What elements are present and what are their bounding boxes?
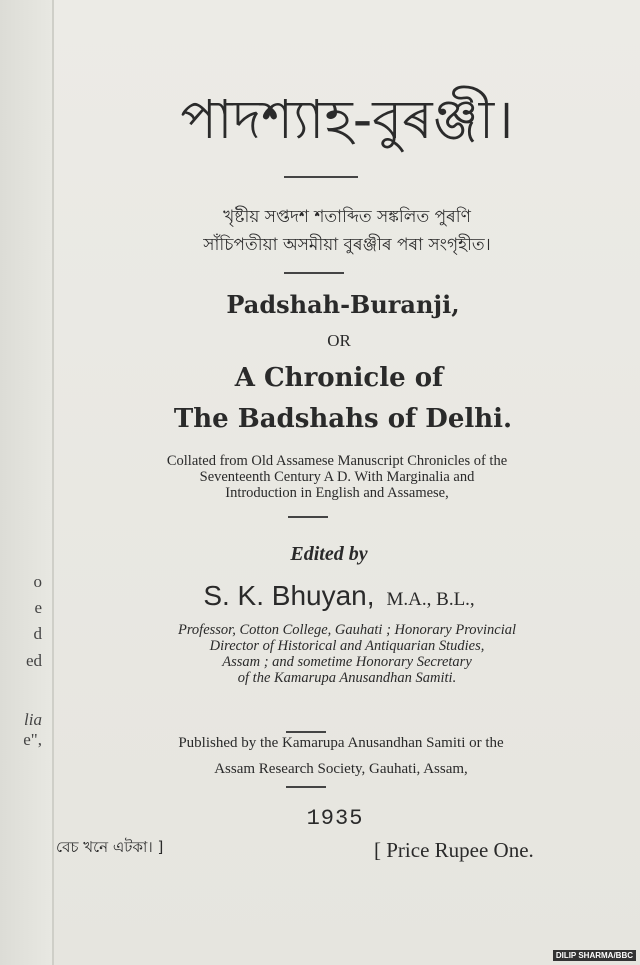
editor-degrees: M.A., B.L., <box>386 589 475 610</box>
left-page-fragment: o <box>33 572 42 591</box>
left-page-fragment: e", <box>23 730 42 749</box>
divider <box>288 516 328 518</box>
divider <box>284 272 344 274</box>
price-bengali: বেচ খনে এটকা। ] <box>56 838 164 856</box>
publisher-line: Published by the Kamarupa Anusandhan Samiti or the <box>178 735 504 751</box>
bengali-title: পাদশ্যাহ-বুৰঞ্জী। <box>180 88 514 151</box>
divider <box>284 176 358 178</box>
edited-by: Edited by <box>290 543 368 565</box>
publisher <box>48 730 634 782</box>
subtitle-line-2: The Badshahs of Delhi. <box>173 404 513 434</box>
english-title: Padshah-Buranji, <box>226 290 460 319</box>
editor-name: S. K. Bhuyan, <box>203 580 375 611</box>
left-page-fragment: e <box>34 598 42 617</box>
price-english: [ Price Rupee One. <box>374 838 534 862</box>
year: 1935 <box>306 806 364 831</box>
editor-title-line: of the Kamarupa Anusandhan Samiti. <box>237 670 457 686</box>
photo-credit: DILIP SHARMA/BBC <box>553 950 636 961</box>
editor-titles <box>54 622 640 686</box>
editor-title-line: Assam ; and sometime Honorary Secretary <box>222 654 472 670</box>
description-line: Seventeenth Century A D. With Marginalia and <box>199 469 475 485</box>
divider <box>286 786 326 788</box>
left-page-fragment: d <box>33 624 42 643</box>
left-page-fragment: lia <box>24 710 42 729</box>
description-line: Collated from Old Assamese Manuscript Chronicles of the <box>166 453 508 469</box>
publisher-line: Assam Research Society, Gauhati, Assam, <box>214 761 468 777</box>
title-page <box>54 0 640 965</box>
editor-title-line: Professor, Cotton College, Gauhati ; Honorary Provincial <box>177 622 517 638</box>
editor-title-line: Director of Historical and Antiquarian Studies, <box>209 638 485 654</box>
bengali-subtitle-line-1: খৃষ্টীয় সপ্তদশ শতাব্দিত সঙ্কলিত পুৰণি <box>223 207 471 227</box>
left-page-fragment: ed <box>25 651 42 670</box>
subtitle-line-1: A Chronicle of <box>234 363 444 393</box>
description <box>44 453 630 501</box>
bengali-subtitle-line-2: সাঁচিপতীয়া অসমীয়া বুৰঞ্জীৰ পৰা সংগৃহীত। <box>203 235 491 255</box>
description-line: Introduction in English and Assamese, <box>225 485 449 501</box>
or-text: OR <box>327 331 351 350</box>
editor-line <box>46 580 632 612</box>
